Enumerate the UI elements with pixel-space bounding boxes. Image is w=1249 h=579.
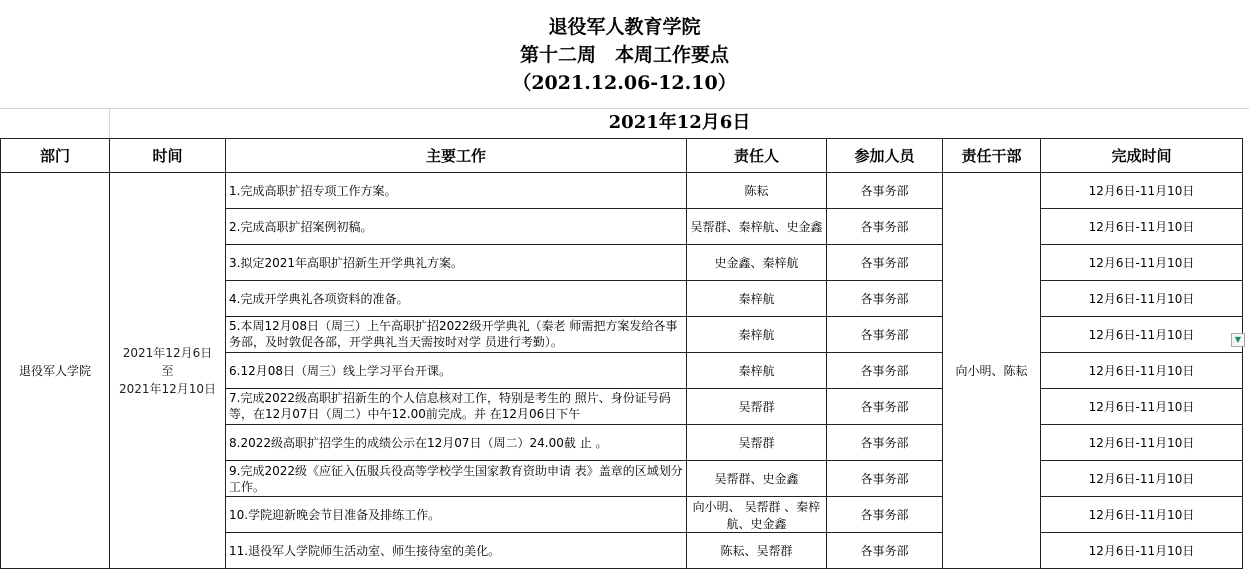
participants-cell[interactable]: 各事务部 <box>827 353 943 389</box>
owner-cell[interactable]: 秦梓航 <box>687 317 827 353</box>
dropdown-arrow-icon[interactable]: ▼ <box>1231 333 1245 347</box>
work-cell[interactable]: 9.完成2022级《应征入伍服兵役高等学校学生国家教育资助申请 表》盖章的区域划分工作。 <box>226 461 687 497</box>
done-cell[interactable]: 12月6日-11月10日 <box>1041 245 1243 281</box>
owner-cell[interactable]: 吴帮群、史金鑫 <box>687 461 827 497</box>
header-cadre[interactable]: 责任干部 <box>943 139 1041 173</box>
owner-cell[interactable]: 史金鑫、秦梓航 <box>687 245 827 281</box>
header-participants[interactable]: 参加人员 <box>827 139 943 173</box>
dept-cell[interactable]: 退役军人学院 <box>1 173 110 569</box>
work-cell[interactable]: 1.完成高职扩招专项工作方案。 <box>226 173 687 209</box>
participants-cell[interactable]: 各事务部 <box>827 281 943 317</box>
time-start: 2021年12月6日 <box>122 345 213 360</box>
done-cell[interactable]: 12月6日-11月10日 <box>1041 353 1243 389</box>
owner-cell[interactable]: 向小明、 吴帮群 、秦梓航、史金鑫 <box>687 497 827 533</box>
work-cell[interactable]: 8.2022级高职扩招学生的成绩公示在12月07日（周二）24.00截 止 。 <box>226 425 687 461</box>
participants-cell[interactable]: 各事务部 <box>827 317 943 353</box>
cadre-cell[interactable]: 向小明、陈耘 <box>943 173 1041 569</box>
done-cell[interactable]: 12月6日-11月10日 <box>1041 209 1243 245</box>
owner-cell[interactable]: 吴帮群 <box>687 425 827 461</box>
owner-cell[interactable]: 秦梓航 <box>687 353 827 389</box>
time-end: 2021年12月10日 <box>118 381 217 396</box>
work-cell[interactable]: 2.完成高职扩招案例初稿。 <box>226 209 687 245</box>
work-cell[interactable]: 11.退役军人学院师生活动室、师生接待室的美化。 <box>226 533 687 569</box>
work-cell[interactable]: 5.本周12月08日（周三）上午高职扩招2022级开学典礼（秦老 师需把方案发给各事务部，及时敦促各部，开学典礼当天需按时对学 员进行考勤）。 <box>226 317 687 353</box>
date-range-title: （2021.12.06-12.10） <box>512 72 737 94</box>
owner-cell[interactable]: 陈耘 <box>687 173 827 209</box>
done-cell[interactable]: 12月6日-11月10日 <box>1041 389 1243 425</box>
table-row <box>1 173 1243 209</box>
participants-cell[interactable]: 各事务部 <box>827 389 943 425</box>
participants-cell[interactable]: 各事务部 <box>827 461 943 497</box>
done-cell[interactable]: 12月6日-11月10日 <box>1041 461 1243 497</box>
work-cell[interactable]: 7.完成2022级高职扩招新生的个人信息核对工作，特别是考生的 照片、身份证号码等，在12月07日（周二）中午12.00前完成。并 在12月06日下午 <box>226 389 687 425</box>
owner-cell[interactable]: 秦梓航 <box>687 281 827 317</box>
header-work[interactable]: 主要工作 <box>226 139 687 173</box>
work-cell[interactable]: 4.完成开学典礼各项资料的准备。 <box>226 281 687 317</box>
participants-cell[interactable]: 各事务部 <box>827 425 943 461</box>
header-time[interactable]: 时间 <box>110 139 226 173</box>
done-cell[interactable]: 12月6日-11月10日 <box>1041 425 1243 461</box>
participants-cell[interactable]: 各事务部 <box>827 173 943 209</box>
work-cell[interactable]: 3.拟定2021年高职扩招新生开学典礼方案。 <box>226 245 687 281</box>
done-cell[interactable]: 12月6日-11月10日 <box>1041 281 1243 317</box>
participants-cell[interactable]: 各事务部 <box>827 533 943 569</box>
participants-cell[interactable]: 各事务部 <box>827 209 943 245</box>
work-table <box>0 138 1243 569</box>
done-cell[interactable]: 12月6日-11月10日 <box>1041 533 1243 569</box>
header-dept[interactable]: 部门 <box>1 139 110 173</box>
done-cell[interactable]: 12月6日-11月10日 <box>1041 497 1243 533</box>
date-heading: 2021年12月6日 <box>608 112 751 133</box>
owner-cell[interactable]: 吴帮群 <box>687 389 827 425</box>
header-owner[interactable]: 责任人 <box>687 139 827 173</box>
work-cell[interactable]: 6.12月08日（周三）线上学习平台开课。 <box>226 353 687 389</box>
header-row <box>1 139 1243 173</box>
owner-cell[interactable]: 陈耘、吴帮群 <box>687 533 827 569</box>
done-cell[interactable]: 12月6日-11月10日 <box>1041 173 1243 209</box>
done-cell[interactable]: 12月6日-11月10日 <box>1041 317 1243 353</box>
work-cell[interactable]: 10.学院迎新晚会节目准备及排练工作。 <box>226 497 687 533</box>
header-done[interactable]: 完成时间 <box>1041 139 1243 173</box>
gridline <box>0 108 1249 109</box>
time-cell[interactable] <box>110 173 226 569</box>
time-mid: 至 <box>161 363 174 378</box>
owner-cell[interactable]: 吴帮群、秦梓航、史金鑫 <box>687 209 827 245</box>
week-title: 第十二周 本周工作要点 <box>519 44 729 66</box>
participants-cell[interactable]: 各事务部 <box>827 245 943 281</box>
participants-cell[interactable]: 各事务部 <box>827 497 943 533</box>
document-title: 退役军人教育学院 <box>548 16 701 38</box>
